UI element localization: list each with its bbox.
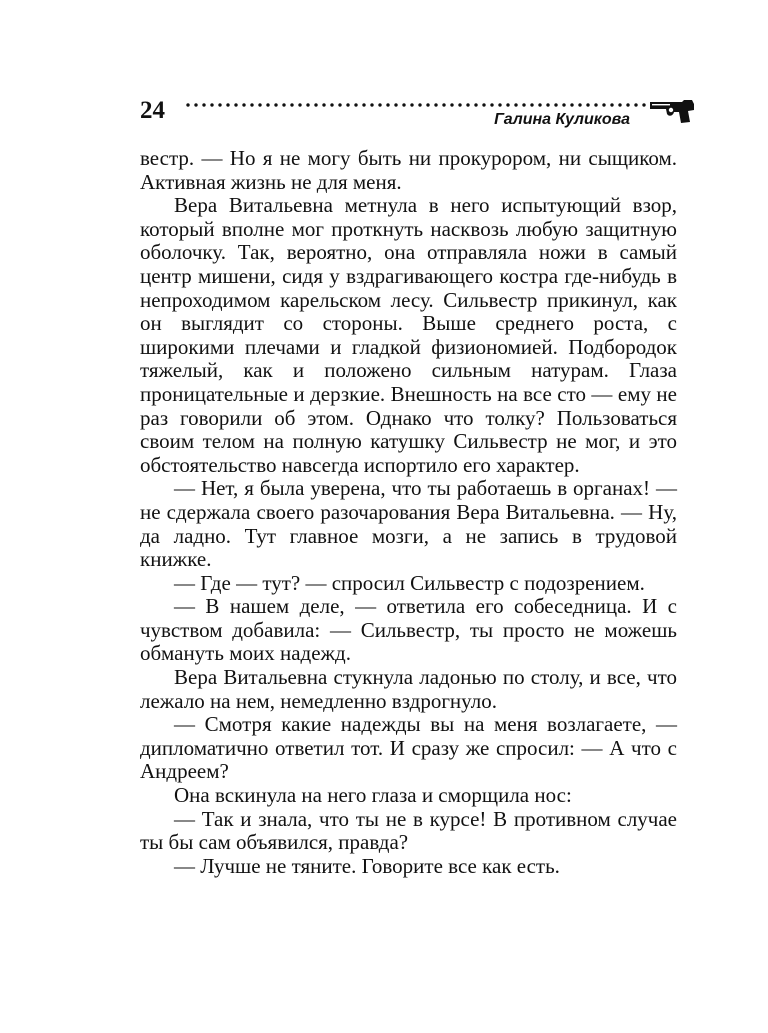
page-number: 24 [140, 97, 165, 124]
paragraph: — Так и знала, что ты не в курсе! В противном случае ты бы сам объявился, правда? [140, 806, 677, 855]
revolver-icon [648, 98, 696, 124]
paragraph: Вера Витальевна стукнула ладонью по столу, и все, что лежало на нем, немедленно вздрогнуло. [140, 665, 677, 713]
paragraph: Вера Витальевна метнула в него испытующий взор, который вполне мог проткнуть насквозь любую защитную оболочку. Так, вероятно, она отправляла ножи в самый центр мишени, сидя у вздрагивающего костра где-нибудь в непроходимом карельском лесу. Сильвестр прикинул, как он выглядит со стороны. Выше среднего роста, с широкими плечами и гладкой физиономией. Подбородок тяжелый, как и положено сильным натурам. Глаза проницательные и дерзкие. Внешность на все сто — ему не раз говорили об этом. Однако что толку? Пользоваться своим телом на полную катушку Сильвестр не мог, и это обстоятельство навсегда испортило его характер. [140, 193, 677, 477]
dotted-leader [184, 102, 676, 108]
paragraph: — Нет, я была уверена, что ты работаешь в органах! — не сдержала своего разочарования Вера Витальевна. — Ну, да ладно. Тут главное мозги, а не запись в трудовой книжке. [140, 476, 677, 572]
paragraph: — Смотря какие надежды вы на меня возлагаете, — дипломатично ответил тот. И сразу же спросил: — А что с Андреем? [140, 712, 677, 784]
paragraph: — Где — тут? — спросил Сильвестр с подозрением. [174, 570, 645, 595]
paragraph: — В нашем деле, — ответила его собеседница. И с чувством добавила: — Сильвестр, ты просто не можешь обмануть моих надежд. [140, 594, 677, 666]
paragraph: — Лучше не тяните. Говорите все как есть. [174, 853, 560, 878]
running-head-author: Галина Куликова [494, 111, 630, 128]
body-text [140, 147, 677, 878]
paragraph: Она вскинула на него глаза и сморщила нос: [174, 783, 572, 808]
paragraph: вестр. — Но я не могу быть ни прокурором, ни сыщиком. Активная жизнь не для меня. [140, 146, 677, 194]
page-header [140, 96, 700, 132]
